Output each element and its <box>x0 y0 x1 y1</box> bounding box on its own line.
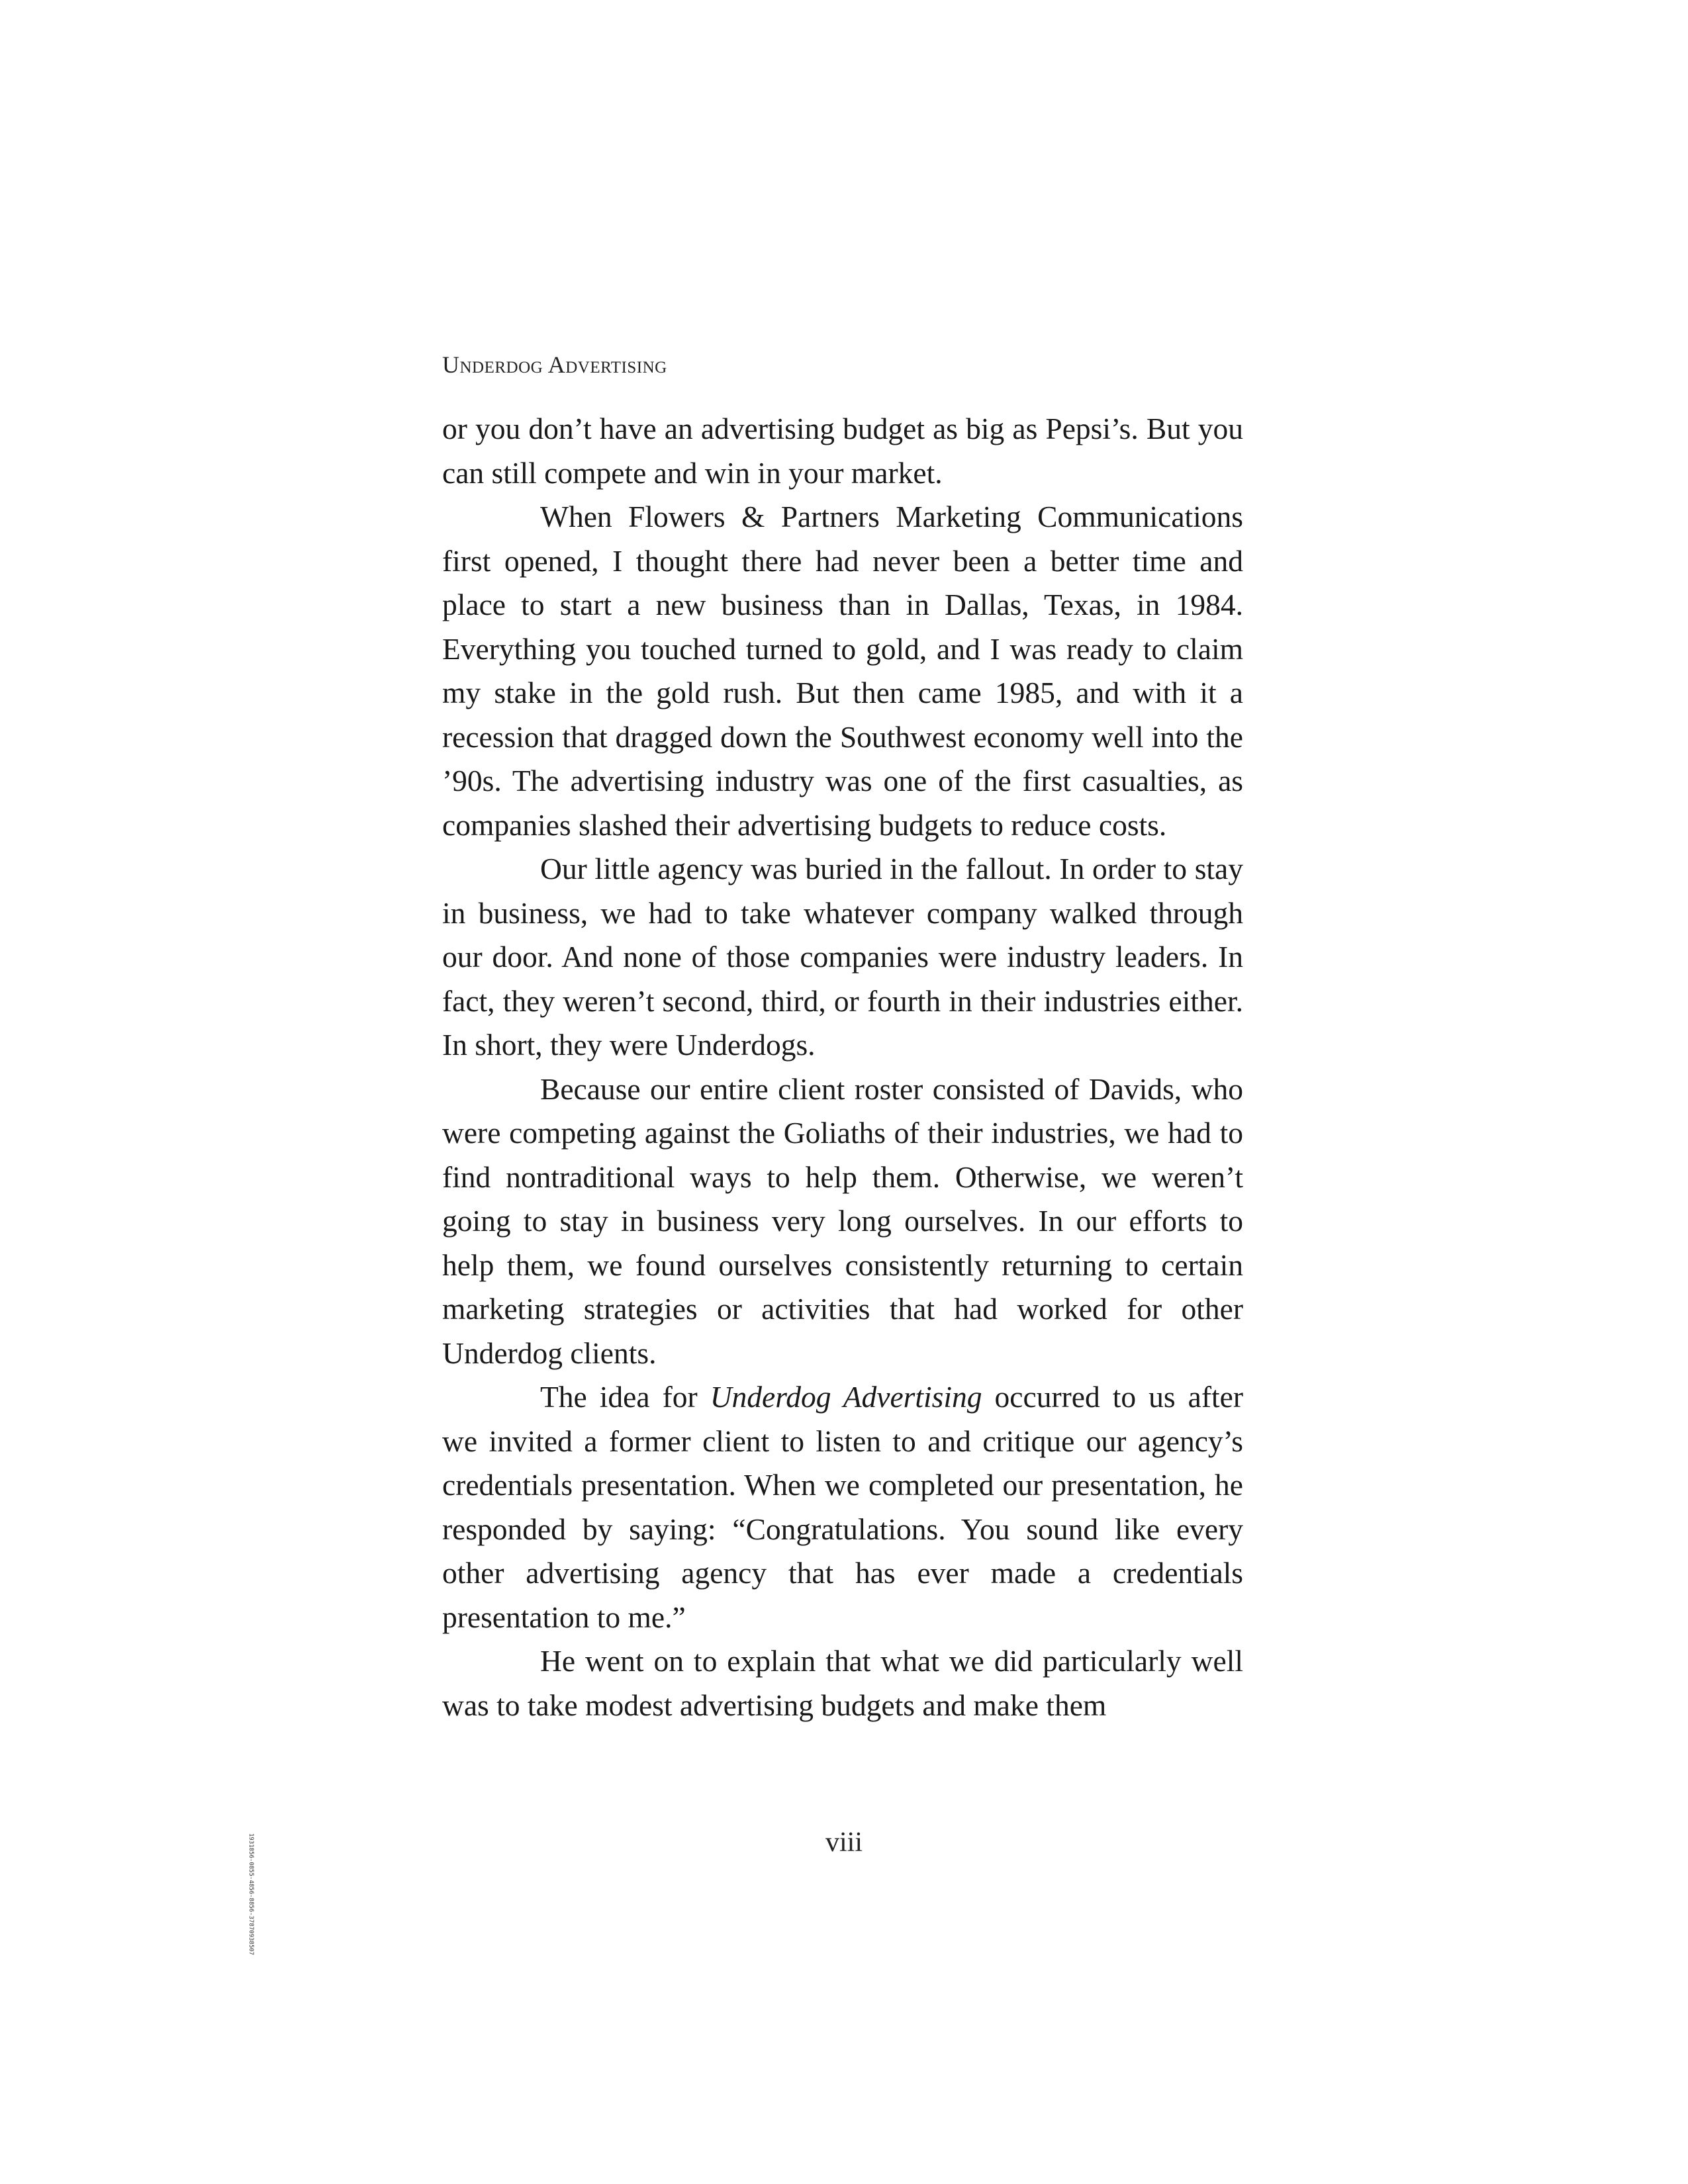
side-identifier <box>248 1833 294 1972</box>
paragraph-5-lead: The idea for <box>540 1380 710 1414</box>
side-identifier-text: 1931856-0855-4856-8856-37870938507 <box>248 1833 254 1956</box>
paragraph-5-rest: occurred to us after we invited a former client to listen to and critique our agency’s credentials presentation. When we completed our presentation, he responded by saying: “Congratulations. You sound like every other advertising agency that has ever made a credentials presentation to me.” <box>442 1380 1243 1634</box>
book-title: Underdog Advertising <box>710 1380 982 1414</box>
paragraph-3: Our little agency was buried in the fallout. In order to stay in business, we had to take whatever company walked through our door. And none of those companies were industry leaders. In fact, they weren’t second, third, or fourth in their industries either. In short, they were Underdogs. <box>442 852 1243 1062</box>
paragraph-4: Because our entire client roster consisted of Davids, who were competing against the Goliaths of their industries, we had to find nontraditional ways to help them. Otherwise, we weren’t going to stay in business very long ourselves. In our efforts to help them, we found ourselves consistently returning to certain marketing strategies or activities that had worked for other Underdog clients. <box>442 1071 1243 1370</box>
paragraph-5 <box>442 1375 1243 1639</box>
running-head: Underdog Advertising <box>442 351 667 378</box>
body-text <box>442 407 1243 1727</box>
page-number: viii <box>825 1827 863 1858</box>
paragraph-1: or you don’t have an advertising budget as big as Pepsi’s. But you can still compete and win in your market. <box>442 412 1243 490</box>
paragraph-2: When Flowers & Partners Marketing Communications first opened, I thought there had never been a better time and place to start a new business than in Dallas, Texas, in 1984. Everything you touched turned to gold, and I was ready to claim my stake in the gold rush. But then came 1985, and with it a recession that dragged down the Southwest economy well into the ’90s. The advertising industry was one of the first casualties, as companies slashed their advertising budgets to reduce costs. <box>442 500 1243 842</box>
paragraph-6: He went on to explain that what we did particularly well was to take modest advertising budgets and make them <box>442 1644 1243 1722</box>
